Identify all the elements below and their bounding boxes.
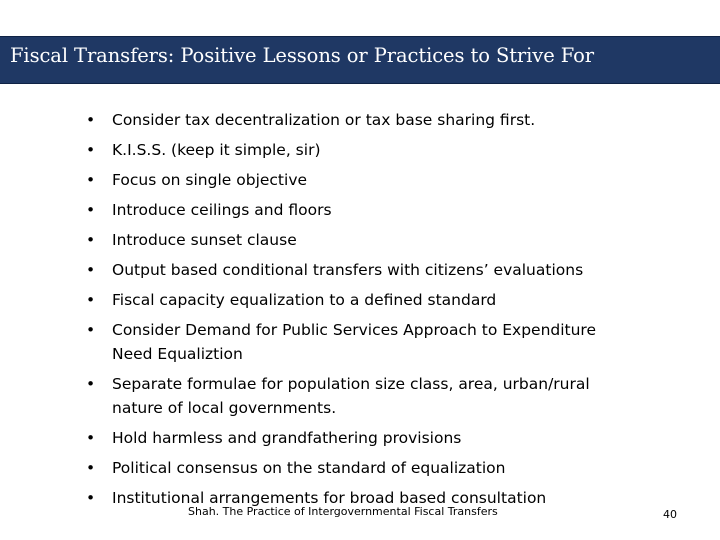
bullet-item <box>78 108 638 132</box>
bullet-item <box>78 426 638 450</box>
bullet-icon: • <box>86 141 96 159</box>
bullet-text: Separate formulae for population size class, area, urban/rural nature of local governments. <box>112 375 590 417</box>
footer-source: Shah. The Practice of Intergovernmental Fiscal Transfers <box>188 505 498 518</box>
bullet-text: Output based conditional transfers with citizens’ evaluations <box>112 261 584 279</box>
bullet-text: Political consensus on the standard of equalization <box>112 459 506 477</box>
bullet-text: K.I.S.S. (keep it simple, sir) <box>112 141 321 159</box>
bullet-icon: • <box>86 321 96 339</box>
bullet-icon: • <box>86 111 96 129</box>
bullet-text: Hold harmless and grandfathering provisions <box>112 429 462 447</box>
bullet-icon: • <box>86 291 96 309</box>
bullet-item <box>78 456 638 480</box>
page-number: 40 <box>663 508 677 521</box>
bullet-list <box>78 108 638 516</box>
bullet-icon: • <box>86 261 96 279</box>
bullet-item <box>78 318 638 366</box>
bullet-text: Consider Demand for Public Services Approach to Expenditure Need Equaliztion <box>112 321 597 363</box>
bullet-text: Consider tax decentralization or tax base sharing first. <box>112 111 536 129</box>
bullet-item <box>78 168 638 192</box>
bullet-icon: • <box>86 231 96 249</box>
bullet-icon: • <box>86 429 96 447</box>
bullet-item <box>78 258 638 282</box>
bullet-icon: • <box>86 489 96 507</box>
bullet-item <box>78 288 638 312</box>
slide-title: Fiscal Transfers: Positive Lessons or Practices to Strive For <box>10 44 594 67</box>
bullet-item <box>78 198 638 222</box>
bullet-text: Fiscal capacity equalization to a defined standard <box>112 291 497 309</box>
title-bar <box>0 36 720 84</box>
bullet-icon: • <box>86 201 96 219</box>
bullet-text: Introduce sunset clause <box>112 231 297 249</box>
bullet-icon: • <box>86 459 96 477</box>
bullet-text: Focus on single objective <box>112 171 308 189</box>
bullet-text: Introduce ceilings and floors <box>112 201 332 219</box>
bullet-icon: • <box>86 171 96 189</box>
bullet-item <box>78 138 638 162</box>
bullet-text: Institutional arrangements for broad based consultation <box>112 489 547 507</box>
bullet-icon: • <box>86 375 96 393</box>
bullet-item <box>78 228 638 252</box>
bullet-item <box>78 372 638 420</box>
